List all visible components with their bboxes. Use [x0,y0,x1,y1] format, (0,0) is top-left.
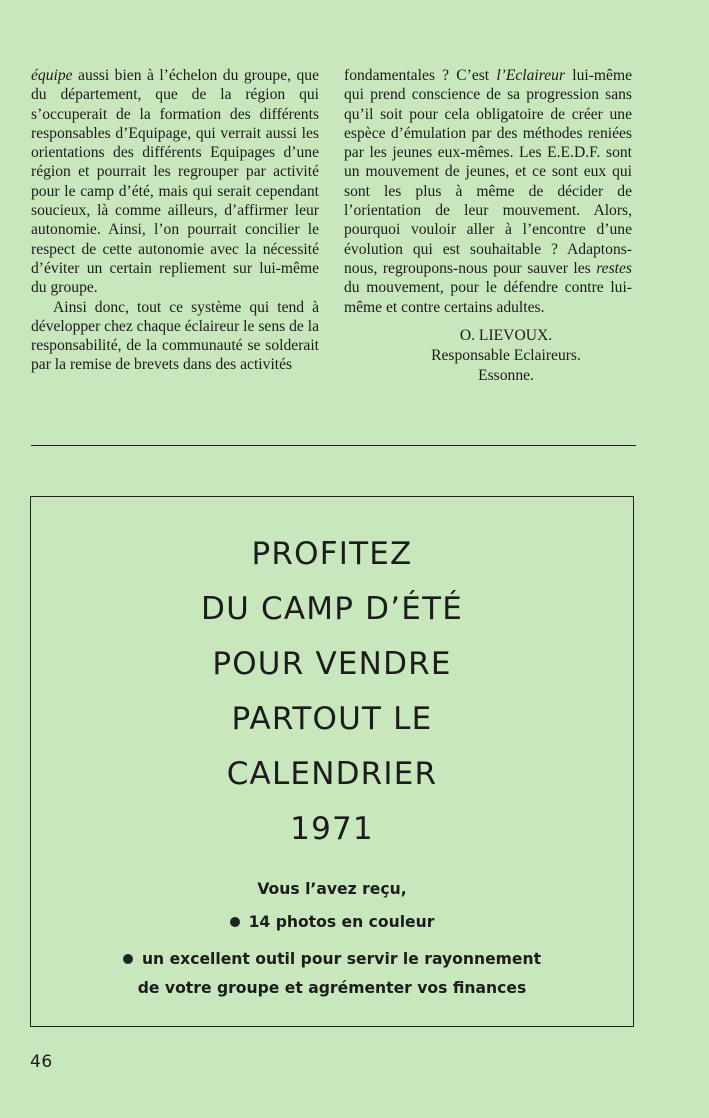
ad-bullet-2-line-1-text: un excellent outil pour servir le rayonnement [141,950,542,968]
right-paragraph-1 [344,66,632,317]
ad-headline [31,527,633,857]
bullet-dot-icon [230,917,240,927]
right-paragraph-1-c: du mouvement, pour le défendre contre lui-même et contre certains adultes. [344,279,632,316]
author-name: O. LIEVOUX. [459,326,553,344]
ad-bullet-2-line-1 [31,945,633,974]
italic-word-eclaireur: l’Eclaireur [496,67,566,84]
right-paragraph-1-a: fondamentales ? C’est [344,67,497,84]
page-number: 46 [30,1052,53,1072]
ad-bullet-2 [31,945,633,1003]
left-paragraph-2: Ainsi donc, tout ce système qui tend à développer chez chaque éclaireur le sens de la responsabilité, de la communauté se solderait par la remise de brevets dans des activités [31,298,319,374]
article-right-column [344,66,632,386]
ad-headline-line-6: 1971 [290,811,374,847]
italic-word-equipe: équipe [31,67,73,84]
bullet-dot-icon [123,954,133,964]
ad-headline-line-2: DU CAMP D’ÉTÉ [201,591,463,627]
ad-headline-line-1: PROFITEZ [251,536,413,572]
ad-bullet-2-line-2: de votre groupe et agrémenter vos finances [137,979,527,997]
left-paragraph-1 [31,66,319,298]
ad-headline-line-4: PARTOUT LE [231,701,433,737]
ad-intro: Vous l’avez reçu, [257,880,407,898]
ad-headline-line-5: CALENDRIER [226,756,438,792]
article-left-column [31,66,319,375]
calendar-advertisement [30,496,634,1027]
author-signature [344,326,632,386]
ad-headline-line-3: POUR VENDRE [212,646,452,682]
author-role: Responsable Eclaireurs. [431,346,581,364]
section-divider [31,445,636,446]
author-place: Essonne. [478,366,534,384]
italic-word-restes: restes [596,259,632,277]
ad-bullet-1 [31,908,633,937]
ad-bullet-1-text: 14 photos en couleur [248,913,435,931]
right-paragraph-1-b: lui-même qui prend conscience de sa progression sans qu’il soit pour cela obligatoire de créer une espèce d’émulation par des méthodes reniées par les jeunes eux-mêmes. Les E.E.D.F. sont un mouvement de jeunes, et ce sont eux qui sont les plus à même de décider de l’orientation de leur mouvement. Alors, pourquoi vouloir aller à l’encontre d’une évolution qui est souhaitable ? Adaptons-nous, regroupons-nous pour sauver les [344,67,632,277]
left-paragraph-1-text: aussi bien à l’échelon du groupe, que du département, que de la région qui s’occuperait de la formation des différents responsables d’Equipage, qui verrait aussi les orientations des différents Equipages d’une région et pourrait les regrouper par activité pour le camp d’été, mais qui serait cependant soucieux, là comme ailleurs, d’affirmer leur autonomie. Ainsi, l’on pourrait concilier le respect de cette autonomie avec la nécessité d’éviter un certain repliement sur lui-même du groupe. [31,67,319,297]
